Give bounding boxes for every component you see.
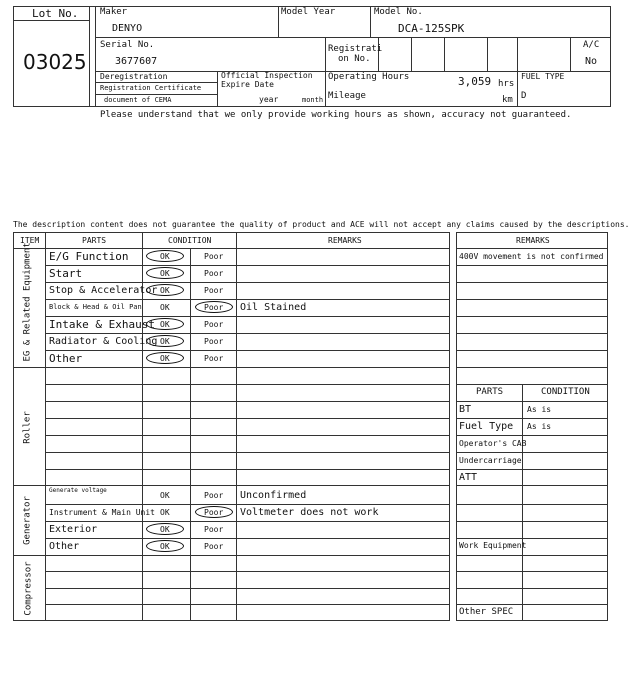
gen-ok-3: OK [160, 542, 170, 551]
gen-ok-0: OK [160, 491, 170, 500]
gen-part-1: Instrument & Main Unit [49, 507, 155, 517]
gen-poor-2: Poor [204, 525, 224, 534]
fuel-type-value: D [521, 91, 527, 101]
operating-hours-label: Operating Hours [328, 72, 410, 82]
gen-poor-3: Poor [204, 542, 224, 551]
registration-certificate-label: Registration Certificate [100, 84, 202, 92]
right-remark-line: 400V movement is not confirmed [459, 252, 604, 261]
col-remarks-right: REMARKS [516, 236, 550, 245]
ok-circle-mark [146, 284, 184, 296]
model-no-value: DCA-125SPK [398, 22, 465, 35]
hrs-label: hrs [498, 79, 515, 89]
ok-circle-mark [146, 540, 184, 552]
col-remarks: REMARKS [328, 236, 362, 245]
eg-poor-1: Poor [204, 269, 224, 278]
attach-condition-0: As is [527, 405, 552, 414]
eg-part-5: Radiator & Cooling [49, 335, 158, 347]
inspection-label-2: Expire Date [221, 80, 274, 89]
mileage-label: Mileage [328, 91, 366, 101]
gen-part-0: Generate voltage [49, 487, 107, 494]
gen-poor-0: Poor [204, 491, 224, 500]
ok-circle-mark [146, 267, 184, 279]
ok-circle-mark [146, 318, 184, 330]
attach-part-0: BT [459, 403, 472, 415]
lot-label: Lot No. [32, 7, 79, 20]
inspection-label: Official Inspection [221, 71, 313, 80]
gen-ok-1: OK [160, 508, 170, 517]
eg-ok-5: OK [160, 337, 170, 346]
section-roller-label: Roller [22, 411, 33, 444]
eg-part-2: Stop & Accelerator [49, 284, 158, 296]
maker-value: DENYO [112, 23, 143, 34]
gen-part-2: Exterior [49, 523, 98, 535]
attach-part-3: Undercarriage [459, 455, 522, 465]
ok-circle-mark [146, 352, 184, 364]
attach-condition-header: CONDITION [541, 387, 590, 397]
col-item: ITEM [20, 236, 40, 245]
eg-poor-5: Poor [204, 337, 224, 346]
eg-poor-3: Poor [204, 303, 224, 312]
deregistration-label: Deregistration [100, 72, 168, 81]
cema-document-label: document of CEMA [104, 96, 172, 104]
ok-circle-mark [146, 523, 184, 535]
eg-ok-1: OK [160, 269, 170, 278]
other-spec-label: Other SPEC [459, 607, 514, 617]
eg-poor-2: Poor [204, 286, 224, 295]
gen-part-3: Other [49, 540, 80, 552]
eg-part-4: Intake & Exhaust [49, 318, 155, 331]
model-year-label: Model Year [281, 7, 336, 17]
attach-part-1: Fuel Type [459, 420, 514, 432]
gen-poor-1: Poor [204, 508, 224, 517]
eg-ok-6: OK [160, 354, 170, 363]
eg-remark-3: Oil Stained [240, 302, 307, 313]
ok-circle-mark [146, 335, 184, 347]
disclaimer: The description content does not guarantee the quality of product and ACE will not accept any claims caused by the descriptions. [13, 220, 630, 229]
eg-part-0: E/G Function [49, 250, 129, 263]
hours-notice: Please understand that we only provide working hours as shown, accuracy not guaranteed. [100, 110, 572, 120]
attach-parts-header: PARTS [476, 387, 504, 397]
serial-value: 3677607 [115, 56, 158, 67]
registration-label: Registrati [328, 44, 383, 54]
ok-circle-mark [146, 250, 184, 262]
eg-ok-4: OK [160, 320, 170, 329]
month-label: month [302, 96, 324, 104]
attach-condition-1: As is [527, 422, 552, 431]
eg-part-6: Other [49, 352, 83, 365]
registration-label-2: on No. [338, 54, 371, 64]
eg-ok-0: OK [160, 252, 170, 261]
eg-ok-3: OK [160, 303, 170, 312]
poor-circle-mark [195, 301, 233, 313]
operating-hours-value: 3,059 [458, 75, 492, 88]
maker-label: Maker [100, 7, 128, 17]
lot-number: 03025 [23, 50, 87, 74]
model-no-label: Model No. [374, 7, 423, 17]
km-label: km [502, 95, 513, 105]
section-eg-label: EG & Related Equipment [22, 242, 33, 362]
gen-ok-2: OK [160, 525, 170, 534]
eg-poor-6: Poor [204, 354, 224, 363]
section-generator-label: Generator [22, 496, 33, 545]
attach-part-2: Operator's CAB [459, 438, 527, 448]
col-condition: CONDITION [168, 236, 212, 245]
gen-remark-1: Voltmeter does not work [240, 507, 379, 518]
eg-ok-2: OK [160, 286, 170, 295]
year-label: year [259, 95, 279, 104]
eg-part-3: Block & Head & Oil Pan [49, 303, 142, 311]
col-parts: PARTS [82, 236, 107, 245]
serial-label: Serial No. [100, 40, 155, 50]
eg-poor-4: Poor [204, 320, 224, 329]
eg-poor-0: Poor [204, 252, 224, 261]
section-compressor-label: Compressor [23, 561, 34, 616]
ac-label: A/C [583, 40, 600, 50]
eg-part-1: Start [49, 267, 83, 280]
ac-value: No [585, 56, 598, 67]
poor-circle-mark [195, 506, 233, 518]
fuel-type-label: FUEL TYPE [521, 72, 565, 81]
work-equipment-label: Work Equipment [459, 541, 527, 550]
gen-remark-0: Unconfirmed [240, 490, 307, 501]
attach-part-4: ATT [459, 471, 478, 483]
